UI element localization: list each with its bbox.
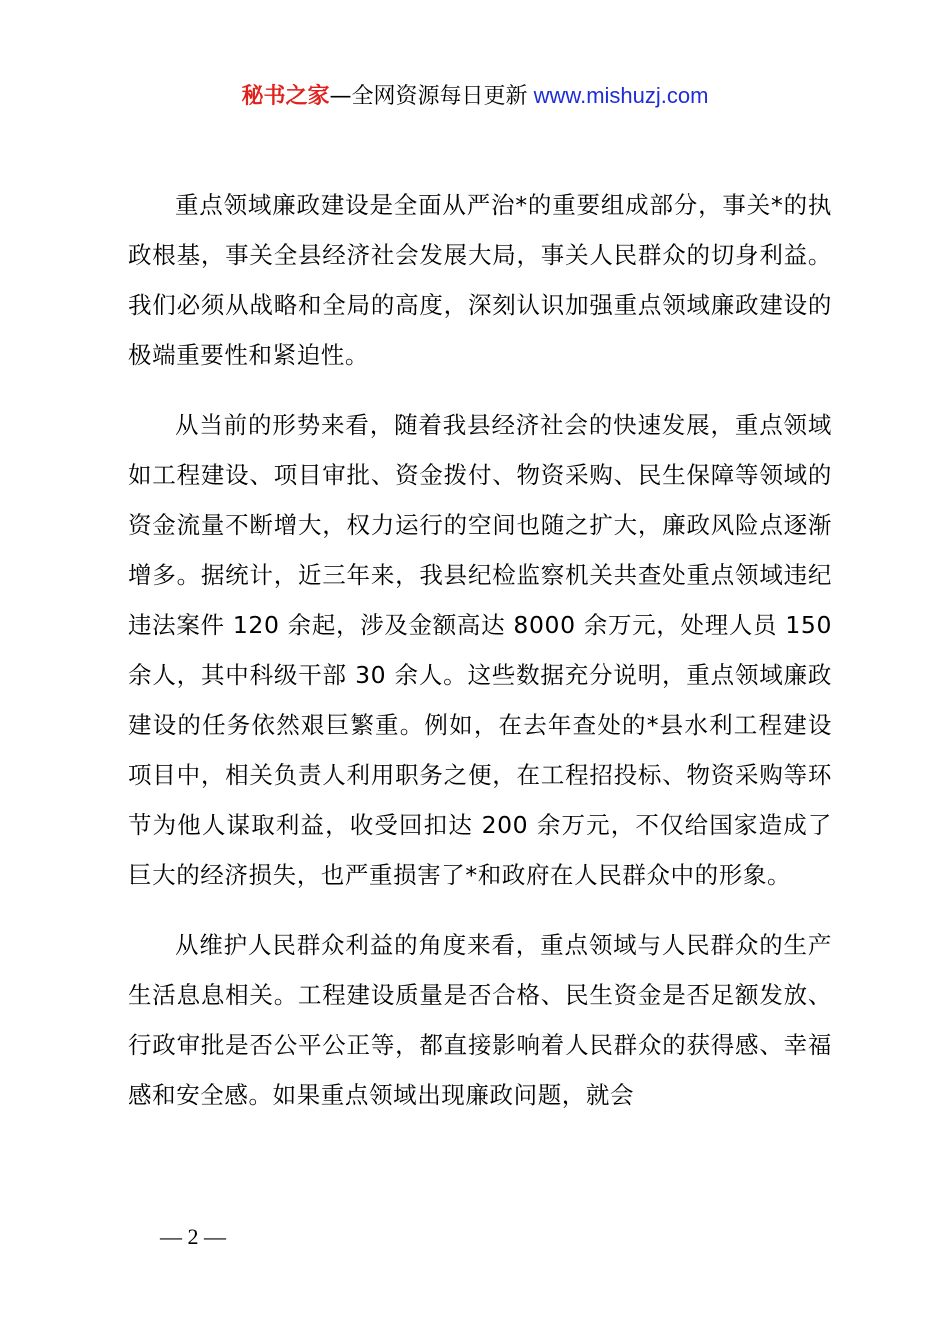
document-body [128,180,832,1140]
header-slogan: —全网资源每日更新 [329,84,528,109]
paragraph-public-interest: 从维护人民群众利益的角度来看，重点领域与人民群众的生产生活息息相关。工程建设质量是否合格、民生资金是否足额发放、行政审批是否公平公正等，都直接影响着人民群众的获得感、幸福感和安全感。如果重点领域出现廉政问题，就会 [128,931,832,1109]
paragraph-current-situation: 从当前的形势来看，随着我县经济社会的快速发展，重点领域如工程建设、项目审批、资金拨付、物资采购、民生保障等领域的资金流量不断增大，权力运行的空间也随之扩大，廉政风险点逐渐增多。据统计，近三年来，我县纪检监察机关共查处重点领域违纪违法案件 120 余起，涉及金额高达 8000 余万元，处理人员 150 余人，其中科级干部 30 余人。这些数据充分说明，重点领域廉政建设的任务依然艰巨繁重。例如，在去年查处的*县水利工程建设项目中，相关负责人利用职务之便，在工程招投标、物资采购等环节为他人谋取利益，收受回扣达 200 余万元，不仅给国家造成了巨大的经济损失，也严重损害了*和政府在人民群众中的形象。 [128,411,832,889]
paragraph-importance: 重点领域廉政建设是全面从严治*的重要组成部分，事关*的执政根基，事关全县经济社会发展大局，事关人民群众的切身利益。我们必须从战略和全局的高度，深刻认识加强重点领域廉政建设的极端重要性和紧迫性。 [128,191,832,369]
brand-name: 秘书之家 [241,84,330,109]
website-url[interactable]: www.mishuzj.com [527,83,709,108]
page-number: — 2 — [160,1224,226,1249]
page-header [0,80,950,113]
